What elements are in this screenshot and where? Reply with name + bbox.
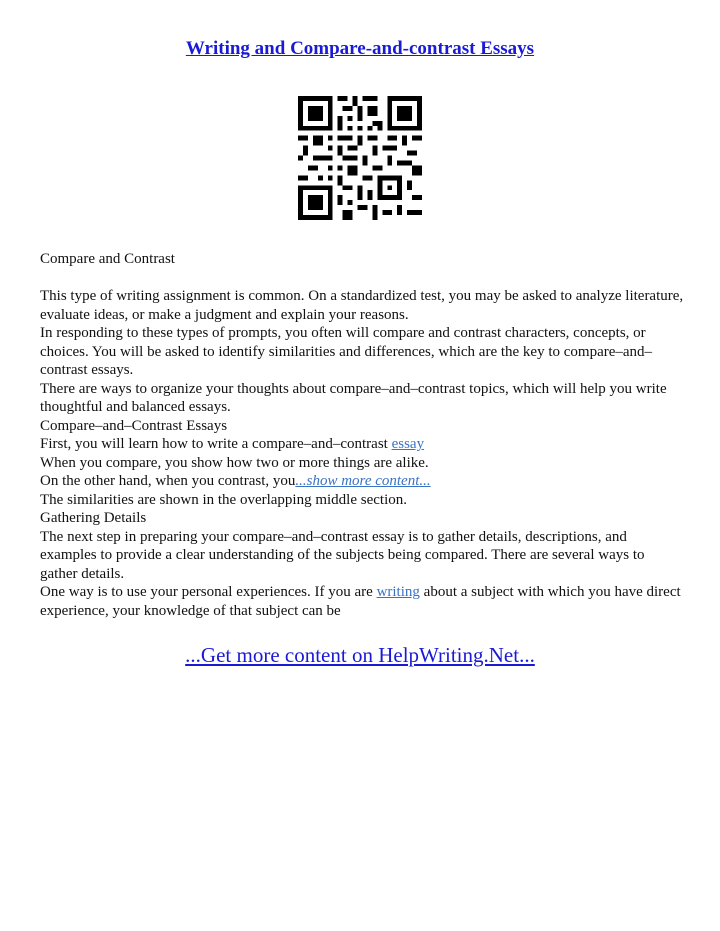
paragraph: There are ways to organize your thoughts about compare–and–contrast topics, which will help you write thoughtful and balanced essays.	[40, 380, 667, 415]
get-more-content	[0, 643, 720, 668]
essay-link[interactable]: essay	[391, 436, 425, 452]
paragraph: On the other hand, when you contrast, you...show more content...	[40, 473, 431, 489]
get-more-content-link[interactable]: ...Get more content on HelpWriting.Net...	[185, 643, 535, 667]
section-heading: Compare and Contrast	[40, 251, 175, 267]
paragraph: The next step in preparing your compare–and–contrast essay is to gather details, descriptions, and examples to provide a clear understanding of the subjects being compared. There are several ways to gather details.	[40, 528, 645, 582]
show-more-link[interactable]: ...show more content...	[295, 473, 431, 489]
subheading: Gathering Details	[40, 510, 147, 526]
paragraph: The similarities are shown in the overlapping middle section.	[40, 491, 407, 508]
qr-code-icon	[298, 96, 422, 220]
title-link[interactable]: Writing and Compare-and-contrast Essays	[185, 38, 535, 59]
paragraph: One way is to use your personal experiences. If you are writing about a subject with which you have direct experience, your knowledge of that subject can be	[40, 584, 681, 619]
page-title	[0, 38, 720, 60]
paragraph: First, you will learn how to write a compare–and–contrast essay	[40, 436, 425, 452]
paragraph: In responding to these types of prompts, you often will compare and contrast characters, concepts, or choices. You will be asked to identify similarities and differences, which are the key to compare–and–contrast essays.	[40, 325, 653, 378]
article-body	[40, 250, 685, 620]
paragraph: When you compare, you show how two or more things are alike.	[40, 454, 429, 471]
subheading: Compare–and–Contrast Essays	[40, 417, 228, 434]
writing-link[interactable]: writing	[376, 584, 420, 600]
paragraph: This type of writing assignment is common. On a standardized test, you may be asked to analyze literature, evaluate ideas, or make a judgment and explain your reasons.	[40, 288, 684, 323]
